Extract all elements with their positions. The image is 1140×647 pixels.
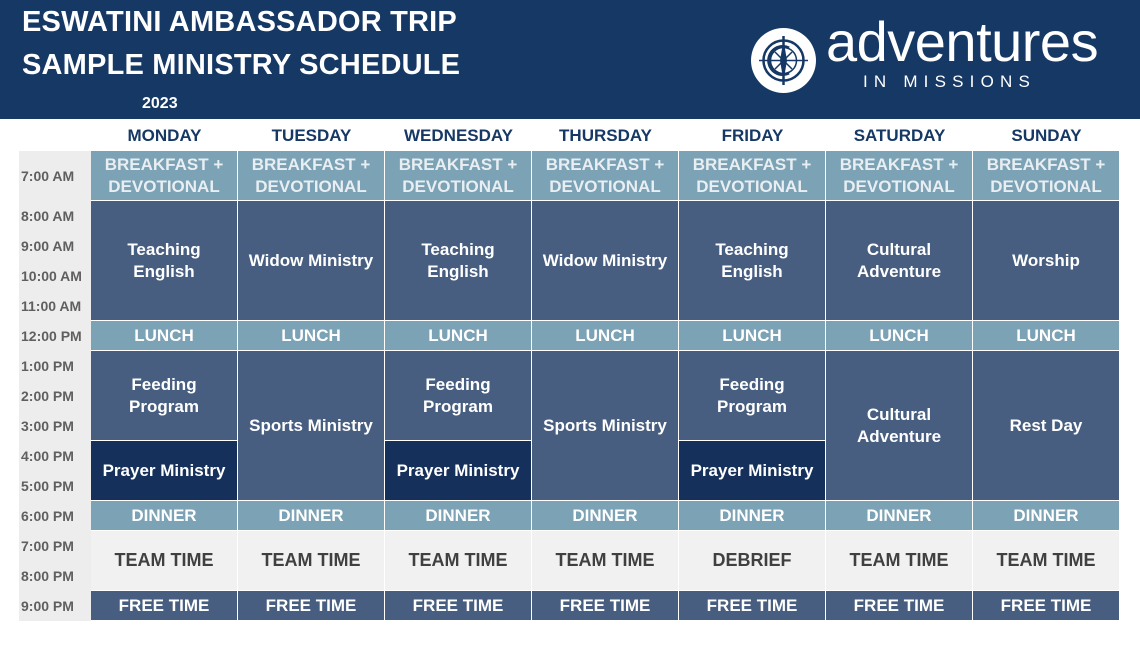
dinner-cell-tuesday: DINNER — [238, 501, 385, 531]
time-label: 1:00 PM — [21, 358, 74, 374]
brand-wordmark: adventures — [826, 10, 1099, 73]
free-time-cell-sunday: FREE TIME — [973, 591, 1120, 621]
evening-cell-saturday: TEAM TIME — [826, 531, 973, 591]
day-header-wednesday: WEDNESDAY — [404, 126, 513, 145]
time-label: 10:00 AM — [21, 268, 82, 284]
afternoon-cell-saturday: Cultural Adventure — [826, 351, 973, 501]
free-time-cell-friday: FREE TIME — [679, 591, 826, 621]
lunch-cell-wednesday: LUNCH — [385, 321, 532, 351]
day-header-tuesday: TUESDAY — [271, 126, 352, 145]
afternoon-cell-tuesday: Sports Ministry — [238, 351, 385, 501]
time-label: 6:00 PM — [21, 508, 74, 524]
free-time-cell-saturday: FREE TIME — [826, 591, 973, 621]
dinner-cell-wednesday: DINNER — [385, 501, 532, 531]
morning-cell-monday: Teaching English — [91, 201, 238, 321]
evening-cell-sunday: TEAM TIME — [973, 531, 1120, 591]
evening-cell-friday: DEBRIEF — [679, 531, 826, 591]
breakfast-cell-saturday: BREAKFAST + DEVOTIONAL — [826, 151, 973, 201]
time-label: 4:00 PM — [21, 448, 74, 464]
free-time-cell-wednesday: FREE TIME — [385, 591, 532, 621]
compass-logo-icon — [751, 28, 816, 93]
time-label: 12:00 PM — [21, 328, 82, 344]
lunch-cell-tuesday: LUNCH — [238, 321, 385, 351]
dinner-cell-friday: DINNER — [679, 501, 826, 531]
page-header — [0, 0, 1140, 119]
afternoon-cell-sunday: Rest Day — [973, 351, 1120, 501]
evening-cell-tuesday: TEAM TIME — [238, 531, 385, 591]
morning-cell-saturday: Cultural Adventure — [826, 201, 973, 321]
morning-cell-sunday: Worship — [973, 201, 1120, 321]
free-time-cell-monday: FREE TIME — [91, 591, 238, 621]
afternoon-cell-monday: Feeding Program — [91, 351, 238, 441]
breakfast-cell-monday: BREAKFAST + DEVOTIONAL — [91, 151, 238, 201]
evening-cell-thursday: TEAM TIME — [532, 531, 679, 591]
free-time-cell-tuesday: FREE TIME — [238, 591, 385, 621]
year-label: 2023 — [142, 95, 178, 112]
morning-cell-friday: Teaching English — [679, 201, 826, 321]
time-label: 11:00 AM — [21, 298, 82, 314]
lunch-cell-saturday: LUNCH — [826, 321, 973, 351]
dinner-cell-saturday: DINNER — [826, 501, 973, 531]
dinner-cell-sunday: DINNER — [973, 501, 1120, 531]
breakfast-cell-tuesday: BREAKFAST + DEVOTIONAL — [238, 151, 385, 201]
day-header-sunday: SUNDAY — [1011, 126, 1082, 145]
free-time-cell-thursday: FREE TIME — [532, 591, 679, 621]
day-header-monday: MONDAY — [127, 126, 202, 145]
afternoon-cell-wednesday: Feeding Program — [385, 351, 532, 441]
time-label: 3:00 PM — [21, 418, 74, 434]
evening-cell-monday: TEAM TIME — [91, 531, 238, 591]
breakfast-cell-sunday: BREAKFAST + DEVOTIONAL — [973, 151, 1120, 201]
afternoon-cell-friday: Feeding Program — [679, 351, 826, 441]
prayer-cell-monday: Prayer Ministry — [91, 441, 238, 501]
prayer-cell-wednesday: Prayer Ministry — [385, 441, 532, 501]
title-line-2: SAMPLE MINISTRY SCHEDULE — [22, 49, 461, 81]
time-label: 7:00 AM — [21, 168, 75, 184]
title-line-1: ESWATINI AMBASSADOR TRIP — [22, 6, 457, 38]
evening-cell-wednesday: TEAM TIME — [385, 531, 532, 591]
dinner-cell-thursday: DINNER — [532, 501, 679, 531]
time-label: 8:00 AM — [21, 208, 75, 224]
time-label: 9:00 AM — [21, 238, 75, 254]
lunch-cell-friday: LUNCH — [679, 321, 826, 351]
brand-subtitle: IN MISSIONS — [863, 72, 1037, 91]
time-label: 9:00 PM — [21, 598, 74, 614]
time-label: 8:00 PM — [21, 568, 74, 584]
day-header-thursday: THURSDAY — [559, 126, 652, 145]
lunch-cell-monday: LUNCH — [91, 321, 238, 351]
breakfast-cell-wednesday: BREAKFAST + DEVOTIONAL — [385, 151, 532, 201]
lunch-cell-sunday: LUNCH — [973, 321, 1120, 351]
time-label: 5:00 PM — [21, 478, 74, 494]
breakfast-cell-friday: BREAKFAST + DEVOTIONAL — [679, 151, 826, 201]
day-header-saturday: SATURDAY — [853, 126, 946, 145]
morning-cell-thursday: Widow Ministry — [532, 201, 679, 321]
morning-cell-tuesday: Widow Ministry — [238, 201, 385, 321]
dinner-cell-monday: DINNER — [91, 501, 238, 531]
afternoon-cell-thursday: Sports Ministry — [532, 351, 679, 501]
breakfast-cell-thursday: BREAKFAST + DEVOTIONAL — [532, 151, 679, 201]
time-label: 7:00 PM — [21, 538, 74, 554]
time-label: 2:00 PM — [21, 388, 74, 404]
day-header-friday: FRIDAY — [721, 126, 784, 145]
lunch-cell-thursday: LUNCH — [532, 321, 679, 351]
prayer-cell-friday: Prayer Ministry — [679, 441, 826, 501]
morning-cell-wednesday: Teaching English — [385, 201, 532, 321]
